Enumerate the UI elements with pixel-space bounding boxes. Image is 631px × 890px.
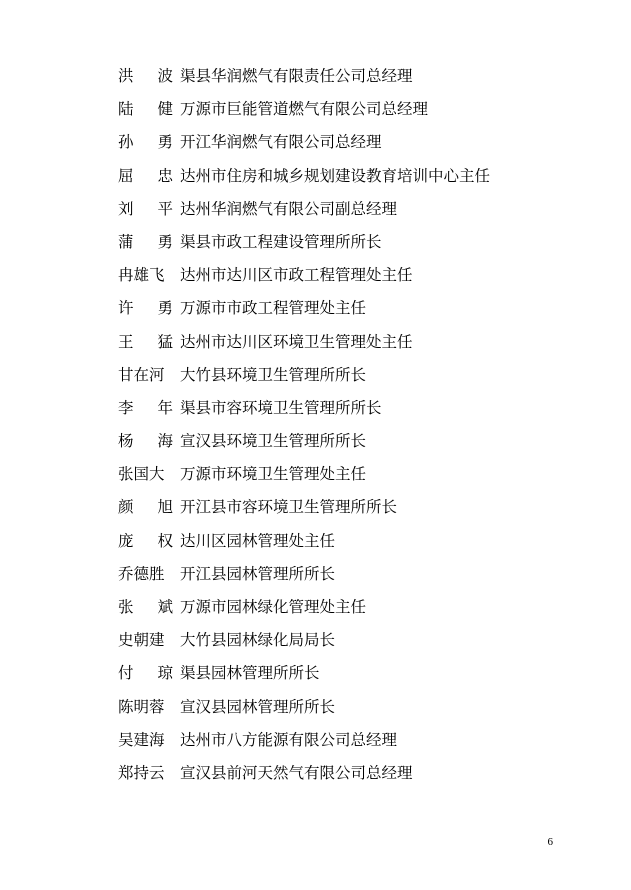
roster-entry-name: 郑持云 bbox=[118, 763, 165, 782]
roster-entry-name: 屈 忠 bbox=[118, 166, 173, 185]
roster-entry-name: 许 勇 bbox=[118, 299, 173, 318]
roster-entry-title: 万源市巨能管道燃气有限公司总经理 bbox=[180, 100, 429, 119]
roster-entry-name: 吴建海 bbox=[118, 730, 165, 749]
roster-entry-name: 杨 海 bbox=[118, 432, 173, 451]
roster-entry-name: 李 年 bbox=[118, 398, 173, 417]
roster-entry-title: 开江华润燃气有限公司总经理 bbox=[180, 133, 382, 152]
roster-entry-title: 宣汉县环境卫生管理所所长 bbox=[180, 432, 367, 451]
roster-entry-name: 王 猛 bbox=[118, 332, 173, 351]
roster-entry bbox=[118, 525, 541, 558]
roster-entry-name: 张 斌 bbox=[118, 598, 173, 616]
roster-entry-title: 大竹县园林绿化局局长 bbox=[180, 631, 336, 650]
roster-entry-title: 达州市住房和城乡规划建设教育培训中心主任 bbox=[180, 166, 491, 185]
roster-entry bbox=[118, 259, 541, 292]
roster-entry bbox=[118, 624, 541, 657]
roster-entry-name: 孙 勇 bbox=[118, 133, 173, 152]
roster-entry-title: 达川区园林管理处主任 bbox=[180, 531, 336, 550]
roster-entry bbox=[118, 126, 541, 159]
roster-entry bbox=[118, 93, 541, 126]
roster-entry-title: 开江县园林管理所所长 bbox=[180, 564, 336, 583]
roster-entry-title: 渠县华润燃气有限责任公司总经理 bbox=[180, 67, 413, 85]
roster-entry bbox=[118, 757, 541, 790]
roster-entry-title: 开江县市容环境卫生管理所所长 bbox=[180, 498, 398, 517]
personnel-roster-list bbox=[118, 60, 541, 790]
roster-entry-name: 陈明蓉 bbox=[118, 697, 165, 716]
roster-entry bbox=[118, 359, 541, 392]
roster-entry-name: 冉雄飞 bbox=[118, 266, 165, 285]
roster-entry-name: 刘 平 bbox=[118, 199, 173, 218]
roster-entry-title: 达州华润燃气有限公司副总经理 bbox=[180, 199, 398, 218]
roster-entry bbox=[118, 226, 541, 259]
roster-entry-name: 付 琼 bbox=[118, 664, 173, 683]
roster-entry bbox=[118, 193, 541, 226]
roster-entry-name: 蒲 勇 bbox=[118, 232, 173, 251]
roster-entry-title: 渠县市政工程建设管理所所长 bbox=[180, 232, 382, 251]
roster-entry-title: 宣汉县前河天然气有限公司总经理 bbox=[180, 763, 413, 782]
roster-entry-title: 达州市八方能源有限公司总经理 bbox=[180, 730, 398, 749]
roster-entry-title: 达州市达川区环境卫生管理处主任 bbox=[180, 332, 413, 351]
roster-entry bbox=[118, 292, 541, 325]
page-number: 6 bbox=[547, 836, 553, 848]
roster-entry-title: 渠县园林管理所所长 bbox=[180, 664, 320, 683]
roster-entry-title: 大竹县环境卫生管理所所长 bbox=[180, 365, 367, 384]
roster-entry-name: 庞 权 bbox=[118, 531, 173, 550]
roster-entry-title: 万源市环境卫生管理处主任 bbox=[180, 465, 367, 484]
roster-entry-title: 万源市市政工程管理处主任 bbox=[180, 299, 367, 318]
roster-entry-name: 甘在河 bbox=[118, 365, 165, 384]
roster-entry-title: 渠县市容环境卫生管理所所长 bbox=[180, 398, 382, 417]
roster-entry bbox=[118, 60, 541, 93]
roster-entry-name: 洪 波 bbox=[118, 67, 173, 85]
roster-entry bbox=[118, 425, 541, 458]
roster-entry bbox=[118, 326, 541, 359]
roster-entry-name: 乔德胜 bbox=[118, 564, 165, 583]
roster-entry-name: 颜 旭 bbox=[118, 498, 173, 517]
roster-entry bbox=[118, 558, 541, 591]
roster-entry-name: 陆 健 bbox=[118, 100, 173, 119]
roster-entry bbox=[118, 657, 541, 690]
roster-entry-name: 张国大 bbox=[118, 465, 165, 484]
roster-entry bbox=[118, 458, 541, 491]
roster-entry-name: 史朝建 bbox=[118, 631, 165, 650]
roster-entry-title: 达州市达川区市政工程管理处主任 bbox=[180, 266, 413, 285]
roster-entry bbox=[118, 691, 541, 724]
roster-entry bbox=[118, 591, 541, 624]
roster-entry bbox=[118, 160, 541, 193]
roster-entry-title: 万源市园林绿化管理处主任 bbox=[180, 598, 367, 616]
roster-entry-title: 宣汉县园林管理所所长 bbox=[180, 697, 336, 716]
roster-entry bbox=[118, 392, 541, 425]
roster-entry bbox=[118, 491, 541, 524]
roster-entry bbox=[118, 724, 541, 757]
